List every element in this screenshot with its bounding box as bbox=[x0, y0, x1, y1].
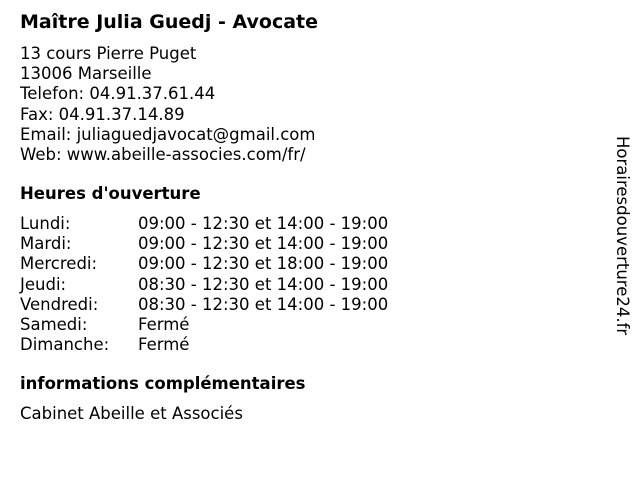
hours-day: Lundi: bbox=[20, 214, 71, 233]
email-address: Email: juliaguedjavocat@gmail.com bbox=[20, 124, 316, 144]
hours-time: 09:00 - 12:30 et 18:00 - 19:00 bbox=[138, 254, 389, 274]
hours-time: 09:00 - 12:30 et 14:00 - 19:00 bbox=[138, 214, 389, 233]
hours-day: Vendredi: bbox=[20, 294, 99, 314]
site-watermark: Horairesdouverture24.fr bbox=[613, 136, 632, 336]
hours-time: Fermé bbox=[138, 314, 190, 334]
opening-hours-heading: Heures d'ouverture bbox=[20, 184, 201, 203]
address-street: 13 cours Pierre Puget bbox=[20, 44, 197, 63]
hours-day: Samedi: bbox=[20, 314, 88, 334]
page-title: Maître Julia Guedj - Avocate bbox=[20, 11, 319, 33]
hours-day: Jeudi: bbox=[20, 274, 67, 294]
fax-number: Fax: 04.91.37.14.89 bbox=[20, 104, 185, 124]
hours-time: 08:30 - 12:30 et 14:00 - 19:00 bbox=[138, 274, 389, 294]
phone-number: Telefon: 04.91.37.61.44 bbox=[20, 84, 216, 104]
additional-info-text: Cabinet Abeille et Associés bbox=[20, 404, 243, 423]
website-address: Web: www.abeille-associes.com/fr/ bbox=[20, 145, 306, 165]
hours-day: Mercredi: bbox=[20, 254, 98, 274]
contact-block bbox=[20, 44, 315, 165]
additional-info-heading: informations complémentaires bbox=[20, 374, 306, 393]
hours-time: 08:30 - 12:30 et 14:00 - 19:00 bbox=[138, 294, 389, 314]
hours-day: Dimanche: bbox=[20, 335, 110, 355]
hours-time: 09:00 - 12:30 et 14:00 - 19:00 bbox=[138, 234, 389, 254]
hours-day: Mardi: bbox=[20, 234, 72, 254]
hours-time: Fermé bbox=[138, 335, 190, 355]
address-city: 13006 Marseille bbox=[20, 64, 152, 84]
